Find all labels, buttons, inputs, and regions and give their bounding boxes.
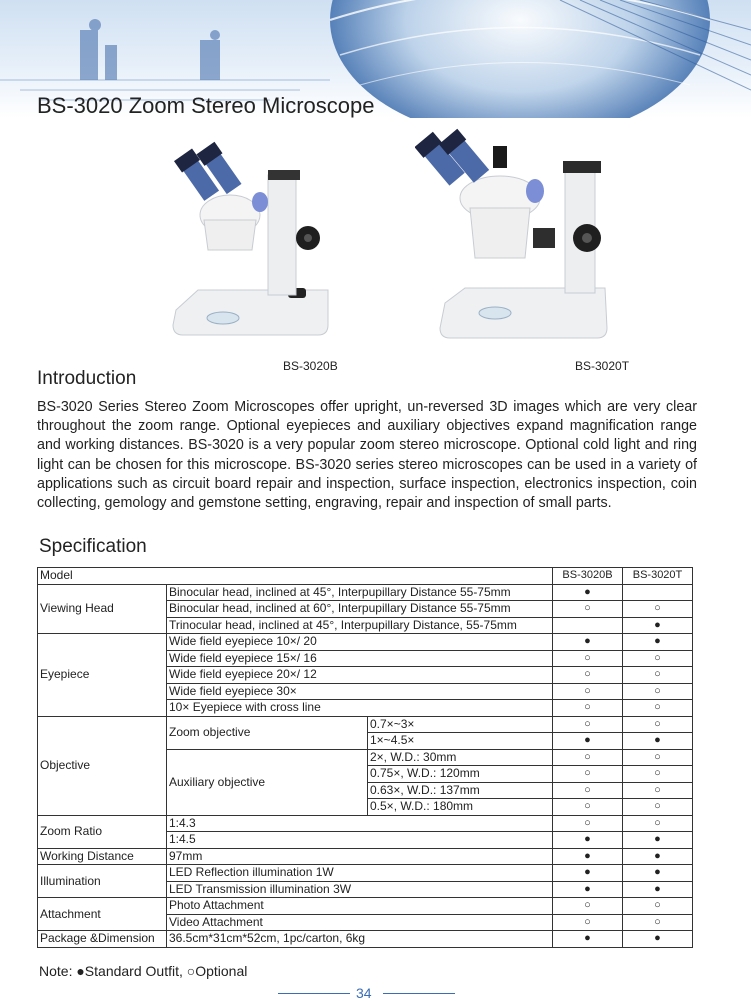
mark-b: ○: [553, 601, 623, 618]
table-row: [38, 931, 693, 948]
subcategory-zoom-objective: Zoom objective: [167, 716, 368, 749]
mark-b: ○: [553, 683, 623, 700]
mark-t: ○: [623, 782, 693, 799]
mark-t: ○: [623, 749, 693, 766]
mark-t: ●: [623, 617, 693, 634]
table-row: [38, 584, 693, 601]
row-desc: Wide field eyepiece 15×/ 16: [167, 650, 553, 667]
mark-t: ●: [623, 848, 693, 865]
category-working-distance: Working Distance: [38, 848, 167, 865]
mark-t: ●: [623, 634, 693, 651]
mark-b: ○: [553, 799, 623, 816]
row-desc: 97mm: [167, 848, 553, 865]
row-desc: LED Transmission illumination 3W: [167, 881, 553, 898]
mark-b: ○: [553, 749, 623, 766]
mark-b: ○: [553, 898, 623, 915]
introduction-text: BS-3020 Series Stereo Zoom Microscopes offer upright, un-reversed 3D images which are very clear throughout the zoom range. Optional eyepieces and auxiliary objectives expand magnification range and working distances. BS-3020 is a very popular zoom stereo microscope. Optional cold light and ring light can be chosen for this microscope. BS-3020 series stereo microscopes can be used in a variety of applications such as circuit board repair and inspection, surface inspection, electronics inspection, coin collecting, gemology and gemstone setting, engraving, repair and inspection of small parts.: [37, 399, 697, 512]
row-desc: 1×~4.5×: [368, 733, 553, 750]
mark-b: ○: [553, 766, 623, 783]
mark-t: ○: [623, 815, 693, 832]
row-desc: 10× Eyepiece with cross line: [167, 700, 553, 717]
mark-t: ○: [623, 650, 693, 667]
mark-b: ●: [553, 832, 623, 849]
mark-t: ○: [623, 601, 693, 618]
row-desc: 2×, W.D.: 30mm: [368, 749, 553, 766]
specification-table: [37, 567, 693, 948]
subcategory-auxiliary-objective: Auxiliary objective: [167, 749, 368, 815]
mark-b: ○: [553, 667, 623, 684]
table-row: [38, 898, 693, 915]
mark-t: [623, 584, 693, 601]
row-desc: 0.7×~3×: [368, 716, 553, 733]
mark-t: ○: [623, 700, 693, 717]
row-desc: 0.75×, W.D.: 120mm: [368, 766, 553, 783]
table-header-row: [38, 568, 693, 585]
category-objective: Objective: [38, 716, 167, 815]
row-desc: 1:4.5: [167, 832, 553, 849]
row-desc: Binocular head, inclined at 45°, Interpupillary Distance 55-75mm: [167, 584, 553, 601]
row-desc: Wide field eyepiece 30×: [167, 683, 553, 700]
mark-b: ○: [553, 650, 623, 667]
row-desc: LED Reflection illumination 1W: [167, 865, 553, 882]
mark-b: ●: [553, 848, 623, 865]
header-bs3020b: BS-3020B: [553, 568, 623, 585]
mark-b: ○: [553, 782, 623, 799]
mark-t: ●: [623, 832, 693, 849]
page-title: BS-3020 Zoom Stereo Microscope: [37, 93, 375, 118]
mark-b: ●: [553, 865, 623, 882]
microscope-bs3020b-photo: [168, 130, 338, 345]
mark-t: ●: [623, 865, 693, 882]
mark-b: ○: [553, 700, 623, 717]
category-attachment: Attachment: [38, 898, 167, 931]
row-desc: 0.63×, W.D.: 137mm: [368, 782, 553, 799]
mark-t: ○: [623, 716, 693, 733]
mark-t: ○: [623, 766, 693, 783]
header-model: Model: [38, 568, 553, 585]
row-desc: 1:4.3: [167, 815, 553, 832]
table-row: [38, 634, 693, 651]
category-zoom-ratio: Zoom Ratio: [38, 815, 167, 848]
row-desc: Wide field eyepiece 20×/ 12: [167, 667, 553, 684]
mark-b: ○: [553, 815, 623, 832]
category-eyepiece: Eyepiece: [38, 634, 167, 717]
footer-divider-left: [278, 993, 350, 994]
microscope-bs3020t-photo: [415, 128, 615, 343]
mark-b: [553, 617, 623, 634]
header-bs3020t: BS-3020T: [623, 568, 693, 585]
product-label-bs3020t: BS-3020T: [575, 359, 630, 373]
mark-t: ○: [623, 683, 693, 700]
category-viewing-head: Viewing Head: [38, 584, 167, 634]
product-label-bs3020b: BS-3020B: [283, 359, 338, 373]
mark-b: ○: [553, 914, 623, 931]
category-package: Package &Dimension: [38, 931, 167, 948]
row-desc: Photo Attachment: [167, 898, 553, 915]
row-desc: Video Attachment: [167, 914, 553, 931]
category-illumination: Illumination: [38, 865, 167, 898]
specification-heading: Specification: [39, 536, 147, 557]
mark-t: ○: [623, 914, 693, 931]
mark-b: ●: [553, 931, 623, 948]
row-desc: 36.5cm*31cm*52cm, 1pc/carton, 6kg: [167, 931, 553, 948]
footer-divider-right: [383, 993, 455, 994]
row-desc: Wide field eyepiece 10×/ 20: [167, 634, 553, 651]
table-row: [38, 848, 693, 865]
mark-t: ●: [623, 733, 693, 750]
mark-b: ●: [553, 584, 623, 601]
mark-t: ○: [623, 667, 693, 684]
page-number: 34: [356, 985, 372, 1001]
mark-b: ○: [553, 716, 623, 733]
mark-t: ○: [623, 898, 693, 915]
mark-b: ●: [553, 881, 623, 898]
mark-b: ●: [553, 733, 623, 750]
row-desc: 0.5×, W.D.: 180mm: [368, 799, 553, 816]
table-row: [38, 716, 693, 733]
mark-t: ●: [623, 931, 693, 948]
row-desc: Trinocular head, inclined at 45°, Interpupillary Distance, 55-75mm: [167, 617, 553, 634]
introduction-heading: Introduction: [37, 368, 137, 389]
row-desc: Binocular head, inclined at 60°, Interpupillary Distance 55-75mm: [167, 601, 553, 618]
mark-b: ●: [553, 634, 623, 651]
mark-t: ●: [623, 881, 693, 898]
mark-t: ○: [623, 799, 693, 816]
table-row: [38, 815, 693, 832]
legend-note: Note: ●Standard Outfit, ○Optional: [39, 963, 248, 979]
table-row: [38, 865, 693, 882]
